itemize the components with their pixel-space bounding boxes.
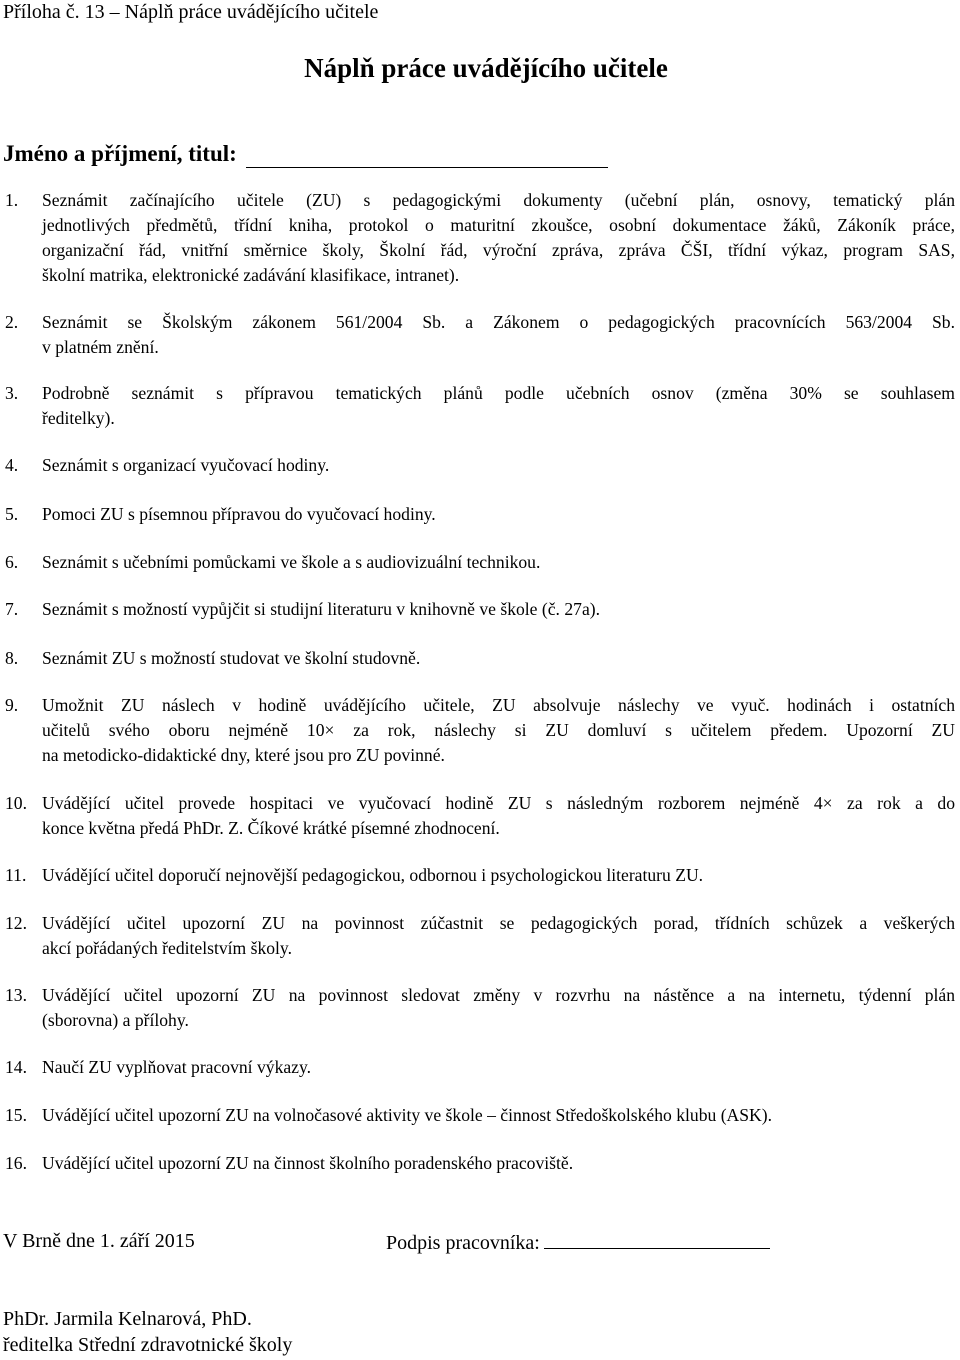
list-item-line: organizační řád, vnitřní směrnice školy, Školní řád, výroční zpráva, zpráva ČŠI, třídní výkaz, program SAS, [42,240,955,260]
list-item-line: Naučí ZU vyplňovat pracovní výkazy. [42,1057,312,1077]
list-item-line: Seznámit se Školským zákonem 561/2004 Sb. a Zákonem o pedagogických pracovnících 563/2004 Sb. [42,312,955,332]
list-item-line: Seznámit začínajícího učitele (ZU) s pedagogickými dokumenty (učební plán, osnovy, tematický plán [42,190,955,210]
list-item-line: školní matrika, elektronické zadávání klasifikace, intranet). [42,265,460,285]
list-item-text [42,597,955,622]
name-label: Jméno a příjmení, titul: [3,141,237,166]
list-item-line: na metodicko-didaktické dny, které jsou pro ZU povinné. [42,745,445,765]
list-item-text [42,310,955,360]
list-item-text [42,1103,955,1128]
signature-line [544,1228,770,1249]
list-item-text [42,453,955,478]
name-fill-line [246,145,608,168]
list-item-line: (sborovna) a přílohy. [42,1010,189,1030]
list-item-line: Uvádějící učitel doporučí nejnovější pedagogickou, odbornou i psychologickou literaturu ZU. [42,865,704,885]
list-item-number: 15. [5,1105,27,1125]
list-item-number: 5. [5,504,19,524]
signatory-role: ředitelka Střední zdravotnické školy [3,1334,293,1356]
signatory-name: PhDr. Jarmila Kelnarová, PhD. [3,1308,252,1330]
list-item-text [42,381,955,431]
list-item-line: jednotlivých předmětů, třídní kniha, protokol o maturitní zkoušce, osobní dokumentace žáků, Zákoník práce, [42,215,955,235]
list-item-number: 9. [5,695,19,715]
list-item-line: Umožnit ZU náslech v hodině uvádějícího učitele, ZU absolvuje náslechy ve vyuč. hodinách i ostatních [42,695,955,715]
name-field-row [3,140,608,168]
list-item-line: ředitelky). [42,408,115,428]
list-item-text [42,550,955,575]
list-item-number: 14. [5,1057,27,1077]
list-item-number: 12. [5,913,27,933]
list-item-number: 8. [5,648,19,668]
signature-field [386,1228,770,1256]
list-item-line: Uvádějící učitel upozorní ZU na volnočasové aktivity ve škole – činnost Středoškolského klubu (ASK). [42,1105,773,1125]
list-item-text [42,1055,955,1080]
list-item-number: 16. [5,1153,27,1173]
list-item-number: 6. [5,552,19,572]
signatory-block [3,1306,292,1358]
list-item-text [42,911,955,961]
list-item-line: učitelů svého oboru nejméně 10× za rok, náslechy si ZU domluví s učitelem předem. Upozorní ZU [42,720,955,740]
list-item-number: 1. [5,190,19,210]
list-item-number: 7. [5,599,19,619]
list-item-line: akcí pořádaných ředitelstvím školy. [42,938,292,958]
list-item-line: Uvádějící učitel upozorní ZU na činnost školního poradenského pracoviště. [42,1153,574,1173]
list-item-number: 2. [5,312,19,332]
list-item-line: Pomoci ZU s písemnou přípravou do vyučovací hodiny. [42,504,436,524]
list-item-line: konce května předá PhDr. Z. Číkové krátké písemné zhodnocení. [42,818,500,838]
list-item-text [42,188,955,288]
list-item-line: Seznámit s učebními pomůckami ve škole a s audiovizuální technikou. [42,552,541,572]
list-item-line: Seznámit s organizací vyučovací hodiny. [42,455,330,475]
list-item-number: 13. [5,985,27,1005]
signature-label: Podpis pracovníka: [386,1232,540,1254]
list-item-text [42,646,955,671]
place-date: V Brně dne 1. září 2015 [3,1230,195,1252]
list-item-number: 3. [5,383,19,403]
list-item-line: Uvádějící učitel upozorní ZU na povinnost zúčastnit se pedagogických porad, třídních schůzek a veškerých [42,913,955,933]
list-item-text [42,1151,955,1176]
list-item-text [42,863,955,888]
list-item-line: Uvádějící učitel upozorní ZU na povinnost sledovat změny v rozvrhu na nástěnce a na internetu, týdenní plán [42,985,955,1005]
list-item-line: Uvádějící učitel provede hospitaci ve vyučovací hodině ZU s následným rozborem nejméně 4× za rok a do [42,793,955,813]
page-title: Náplň práce uvádějícího učitele [304,53,668,83]
list-item-line: Seznámit ZU s možností studovat ve školní studovně. [42,648,421,668]
list-item-number: 11. [5,865,27,885]
list-item-line: Seznámit s možností vypůjčit si studijní literaturu v knihovně ve škole (č. 27a). [42,599,601,619]
list-item-line: Podrobně seznámit s přípravou tematických plánů podle učebních osnov (změna 30% se souhlasem [42,383,955,403]
list-item-line: v platném znění. [42,337,159,357]
list-item-text [42,983,955,1033]
list-item-text [42,693,955,768]
list-item-number: 10. [5,793,27,813]
list-item-text [42,502,955,527]
list-item-text [42,791,955,841]
appendix-header: Příloha č. 13 – Náplň práce uvádějícího učitele [3,1,379,23]
list-item-number: 4. [5,455,19,475]
